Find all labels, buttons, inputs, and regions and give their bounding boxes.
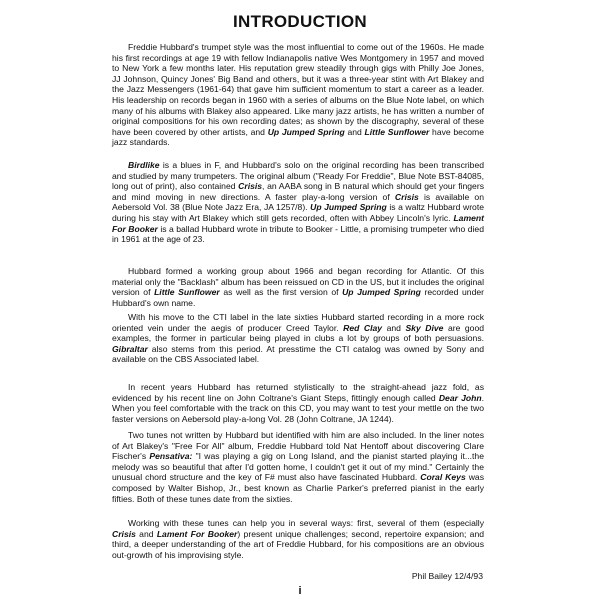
- paragraph-text: Freddie Hubbard's trumpet style was the most influential to come out of the 1960s. He made his first recordings at age 19 with fellow Indianapolis native Wes Montgomery in 1957 and moved to New York a few months later. His reputation grew steadily through gigs with Philly Joe Jones, JJ Johnson, Quincy Jones' Big Band and others, but it was a three-year stint with Art Blakey and the Jazz Messengers (1961-64) that gave him sufficient momentum to start a career as a leader. His leadership on records began in 1960 with a series of albums on the Blue Note label, on which many of his albums with Blakey also appeared. Like many jazz artists, he has written a number of original compositions for his own recording dates; as shown by the discography, several of these have been covered by other artists, and: [112, 42, 484, 137]
- paragraph-text: are good examples, the former in particular being played in clubs a lot by groups of both persuasions.: [112, 322, 484, 344]
- paragraph-text: Two tunes not written by Hubbard but identified with him are also included. In the liner notes of Art Blakey's "Free For All" album, Freddie Hubbard told Nat Hentoff about discovering Clare Fischer's: [112, 430, 484, 462]
- tune-title: Crisis: [238, 181, 263, 192]
- tune-title: Gibraltar: [112, 343, 148, 354]
- paragraph-text: and: [382, 322, 406, 333]
- tune-title: Up Jumped Spring: [310, 202, 387, 213]
- paragraph-text: is available on Aebersold Vol. 38 (Blue Note Jazz Era, JA 1257/8).: [112, 191, 484, 213]
- tune-title: Red Clay: [343, 322, 383, 333]
- paragraph-cti: [112, 312, 484, 365]
- paragraph-text: , an AABA song in B natural which should get your fingers and mind moving in new directions. A faster play-a-long version of: [112, 181, 484, 202]
- paragraph-other-tunes: [112, 430, 484, 504]
- paragraph-text: "I was playing a gig on Long Island, and the pianist started playing it...the melody was so beautiful that after I'd gotten home, I couldn't get it out of my mind." Certainly the unusual chord structure and the key of F# must also have fascinated Hubbard.: [112, 451, 484, 483]
- tune-title: Crisis: [112, 528, 136, 539]
- tune-title: Little Sunflower: [154, 287, 220, 298]
- paragraph-text: and: [135, 528, 157, 539]
- tune-title: Lament For Booker: [156, 528, 238, 539]
- paragraph-atlantic: [112, 266, 484, 308]
- paragraph-text: as well as the first version of: [219, 287, 343, 298]
- paragraph-text: Working with these tunes can help you in several ways: first, several of them (especially: [128, 518, 484, 528]
- tune-title: Birdlike: [128, 160, 160, 170]
- paragraph-hubbard-career: [112, 42, 484, 148]
- paragraph-text: ) present unique challenges; second, repertoire expansion; and third, a deeper understanding of the art of Freddie Hubbard, for his compositions are an obvious out-growth of his improvising style.: [112, 528, 484, 560]
- paragraph-text: Hubbard formed a working group about 1966 and began recording for Atlantic. Of this material only the "Backlash" album has been reissued on CD in the US, but it includes the original version of: [112, 266, 484, 298]
- paragraph-text: With his move to the CTI label in the late sixties Hubbard started recording in a more rock oriented vein under the aegis of producer Creed Taylor.: [112, 312, 484, 333]
- paragraph-early-tunes: [112, 160, 484, 245]
- tune-title: Up Jumped Spring: [267, 126, 345, 137]
- paragraph-text: . When you feel comfortable with the track on this CD, you may want to test your mettle on the two faster versions on Aebersold play-a-long Vol. 28 (John Coltrane, JA 1244).: [112, 392, 485, 424]
- paragraph-text: is a waltz Hubbard wrote during his stay with Art Blakey which still gets recorded, often with Abbey Lincoln's lyric.: [112, 202, 484, 223]
- paragraph-text: is a ballad Hubbard wrote in tribute to Booker - Little, a promising trumpeter who died in 1961 at the age of 23.: [112, 223, 484, 245]
- paragraph-text: recorded under Hubbard's own name.: [112, 287, 484, 308]
- paragraph-text: and: [344, 126, 365, 137]
- tune-title: Sky Dive: [405, 322, 444, 333]
- tune-title: Crisis: [394, 191, 419, 202]
- tune-title: Little Sunflower: [364, 126, 430, 137]
- paragraph-text: In recent years Hubbard has returned stylistically to the straight-ahead jazz fold, as evidenced by his recent line on John Coltrane's Giant Steps, fittingly enough called: [112, 382, 484, 403]
- paragraph-recent-years: [112, 382, 484, 424]
- page-title: INTRODUCTION: [233, 12, 367, 31]
- page-number: i: [298, 585, 302, 597]
- paragraph-text: have become jazz standards.: [112, 126, 484, 148]
- author-signature: Phil Bailey 12/4/93: [411, 571, 483, 581]
- paragraph-text: was composed by Walter Bishop, Jr., best known as Charlie Parker's preferred pianist in the early fifties. Both of these tunes date from the sixties.: [112, 472, 485, 504]
- tune-title: Lament For Booker: [112, 212, 484, 234]
- tune-title: Up Jumped Spring: [342, 287, 421, 298]
- paragraph-text: is a blues in F, and Hubbard's solo on the original recording has been transcribed and studied by many trumpeters. The original album ("Ready For Freddie", Blue Note BST-84085, long out of print), also contained: [112, 160, 484, 192]
- tune-title: Pensativa:: [149, 451, 193, 462]
- paragraph-conclusion: [112, 518, 484, 560]
- tune-title: Coral Keys: [420, 472, 466, 483]
- tune-title: Dear John: [438, 392, 482, 403]
- paragraph-text: also stems from this period. At presstime the CTI catalog was owned by Sony and available on the CBS Associated label.: [112, 343, 484, 365]
